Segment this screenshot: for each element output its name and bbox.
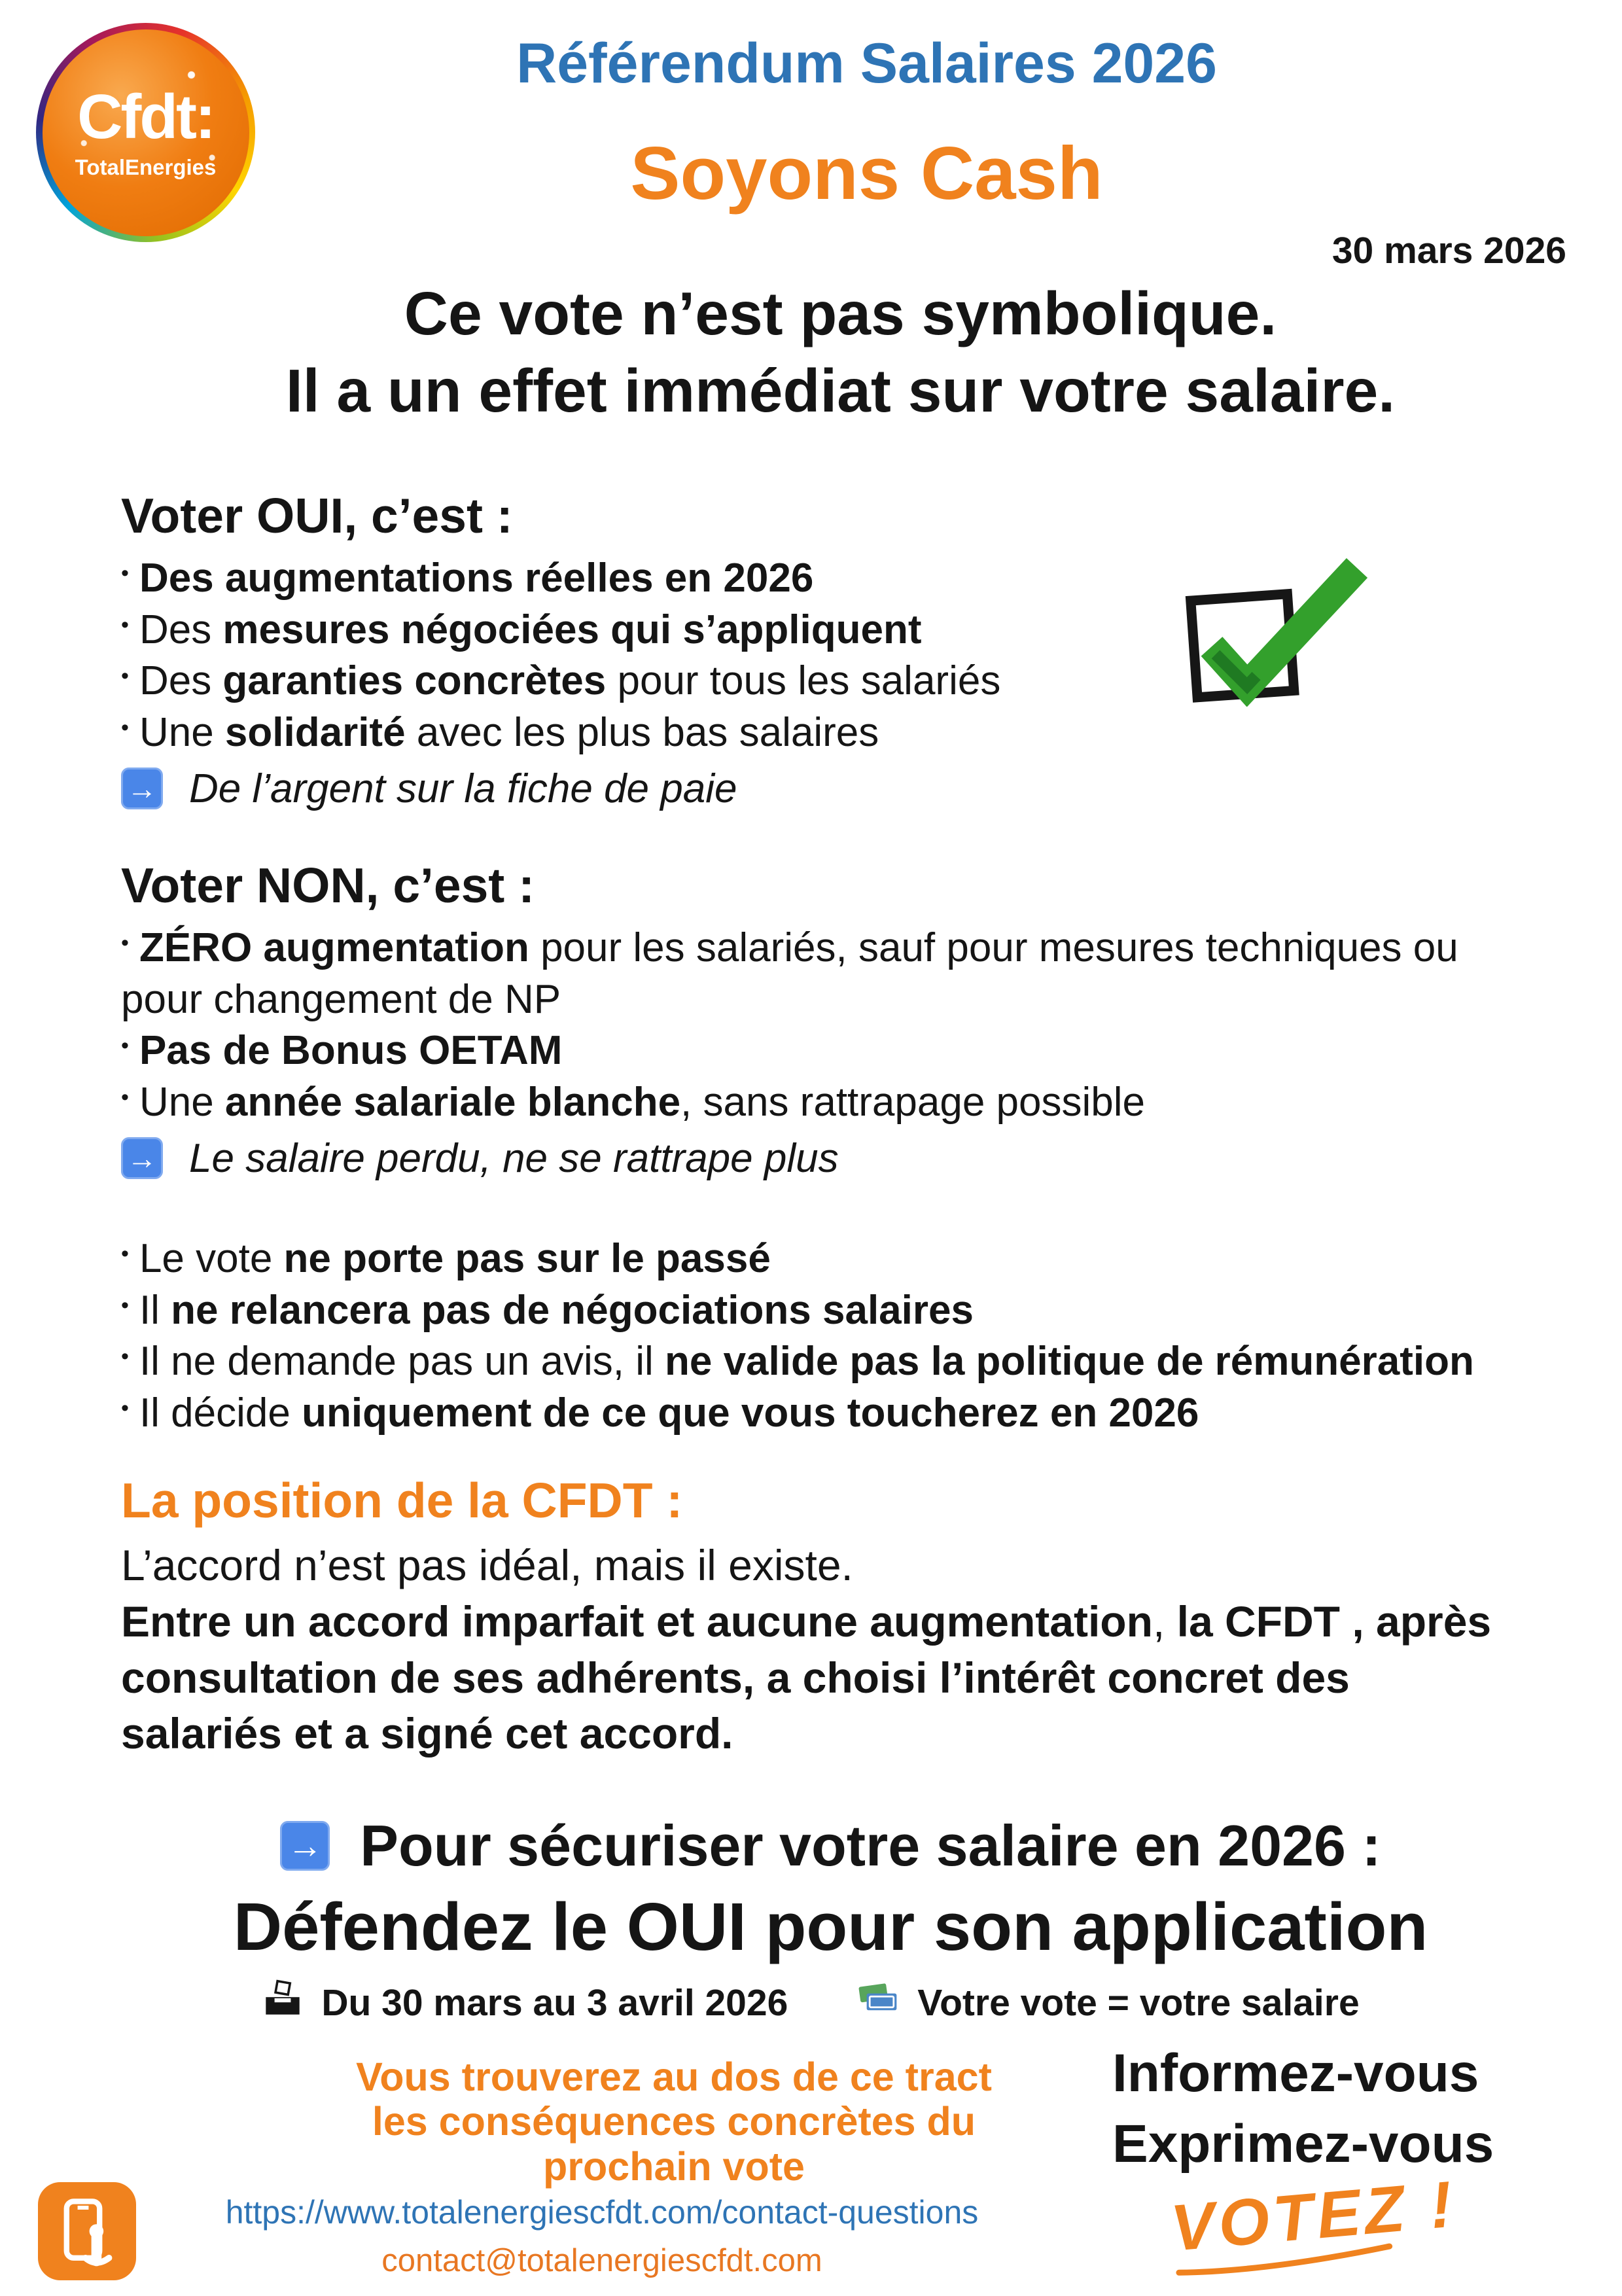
fact-bullet-3: • Il ne demande pas un avis, il ne valide pas la politique de rémunération xyxy=(121,1336,1544,1388)
contact-email-link[interactable]: contact@totalenergiescfdt.com xyxy=(381,2243,822,2278)
inform-line1: Informez-vous xyxy=(1112,2043,1479,2103)
fact-bullet-4: • Il décide uniquement de ce que vous toucherez en 2026 xyxy=(121,1388,1544,1439)
ballot-box-icon xyxy=(262,1979,303,2026)
phone-contact-icon xyxy=(38,2182,136,2280)
section-voter-non xyxy=(121,857,1544,1182)
non-heading: Voter NON, c’est : xyxy=(121,858,535,913)
note-line1: Vous trouverez au dos de ce tract xyxy=(356,2055,992,2099)
votez-handwritten xyxy=(1168,2166,1460,2278)
back-of-tract-note xyxy=(177,2055,1171,2189)
position-heading: La position de la CFDT : xyxy=(121,1473,683,1528)
note-line2: les conséquences concrètes du xyxy=(372,2099,976,2144)
votez-text: VOTEZ ! xyxy=(1168,2167,1459,2265)
section-facts xyxy=(121,1233,1544,1439)
headline-line1: Ce vote n’est pas symbolique. xyxy=(404,279,1277,347)
position-line2: Entre un accord imparfait et aucune augmentation, la CFDT , après consultation de ses adhérents, a choisi l’intérêt concret des salariés et a signé cet accord. xyxy=(121,1597,1492,1758)
oui-bullet-3: • Des garanties concrètes pour tous les salariés xyxy=(121,656,1142,707)
oui-bullet-4: • Une solidarité avec les plus bas salaires xyxy=(121,707,1142,759)
footer-dates-row xyxy=(0,1979,1622,2026)
date-label: 30 mars 2026 xyxy=(1331,230,1566,272)
call-to-action xyxy=(39,1812,1622,1966)
vote-equation: Votre vote = votre salaire xyxy=(917,1982,1360,2024)
banknote-icon xyxy=(857,1981,899,2024)
oui-bullet-1: • Des augmentations réelles en 2026 xyxy=(121,553,1142,605)
right-arrow-icon: → xyxy=(121,768,163,809)
page-title: Référendum Salaires 2026 xyxy=(516,32,1217,95)
voting-period: Du 30 mars au 3 avril 2026 xyxy=(321,1982,788,2024)
headline-line2: Il a un effet immédiat sur votre salaire. xyxy=(285,357,1396,425)
section-position-cfdt xyxy=(121,1472,1521,1762)
contact-links xyxy=(0,2193,1204,2279)
checked-checkbox-icon xyxy=(1178,556,1374,710)
inform-block xyxy=(1112,2038,1494,2180)
non-arrow-note: Le salaire perdu, ne se rattrape plus xyxy=(189,1135,839,1181)
non-bullet-2: • Pas de Bonus OETAM xyxy=(121,1025,1544,1077)
logo-company-text: TotalEnergies xyxy=(75,154,217,179)
oui-arrow-row xyxy=(121,766,1142,812)
fact-bullet-2: • Il ne relancera pas de négociations salaires xyxy=(121,1285,1544,1337)
oui-bullet-2: • Des mesures négociées qui s’appliquent xyxy=(121,605,1142,656)
oui-arrow-note: De l’argent sur la fiche de paie xyxy=(189,766,737,811)
oui-heading: Voter OUI, c’est : xyxy=(121,488,513,543)
position-line1: L’accord n’est pas idéal, mais il existe. xyxy=(121,1541,853,1589)
logo-brand-text: Cfdt: xyxy=(77,81,214,152)
fact-bullet-1: • Le vote ne porte pas sur le passé xyxy=(121,1233,1544,1285)
non-bullet-1: • ZÉRO augmentation pour les salariés, sauf pour mesures techniques ou pour changement de NP xyxy=(121,923,1544,1025)
note-line3: prochain vote xyxy=(543,2144,805,2189)
non-bullet-3: • Une année salariale blanche, sans rattrapage possible xyxy=(121,1077,1544,1129)
non-arrow-row xyxy=(121,1135,1544,1182)
right-arrow-icon: → xyxy=(121,1137,163,1179)
page-subtitle: Soyons Cash xyxy=(630,132,1103,215)
cta-row xyxy=(39,1812,1622,1879)
cta-line2: Défendez le OUI pour son application xyxy=(233,1889,1428,1964)
headline xyxy=(59,275,1622,429)
section-voter-oui xyxy=(121,487,1142,812)
cta-line1: Pour sécuriser votre salaire en 2026 : xyxy=(360,1813,1381,1878)
right-arrow-icon: → xyxy=(280,1821,330,1871)
contact-url-link[interactable]: https://www.totalenergiescfdt.com/contact-questions xyxy=(225,2194,979,2231)
inform-line2: Exprimez-vous xyxy=(1112,2114,1494,2174)
